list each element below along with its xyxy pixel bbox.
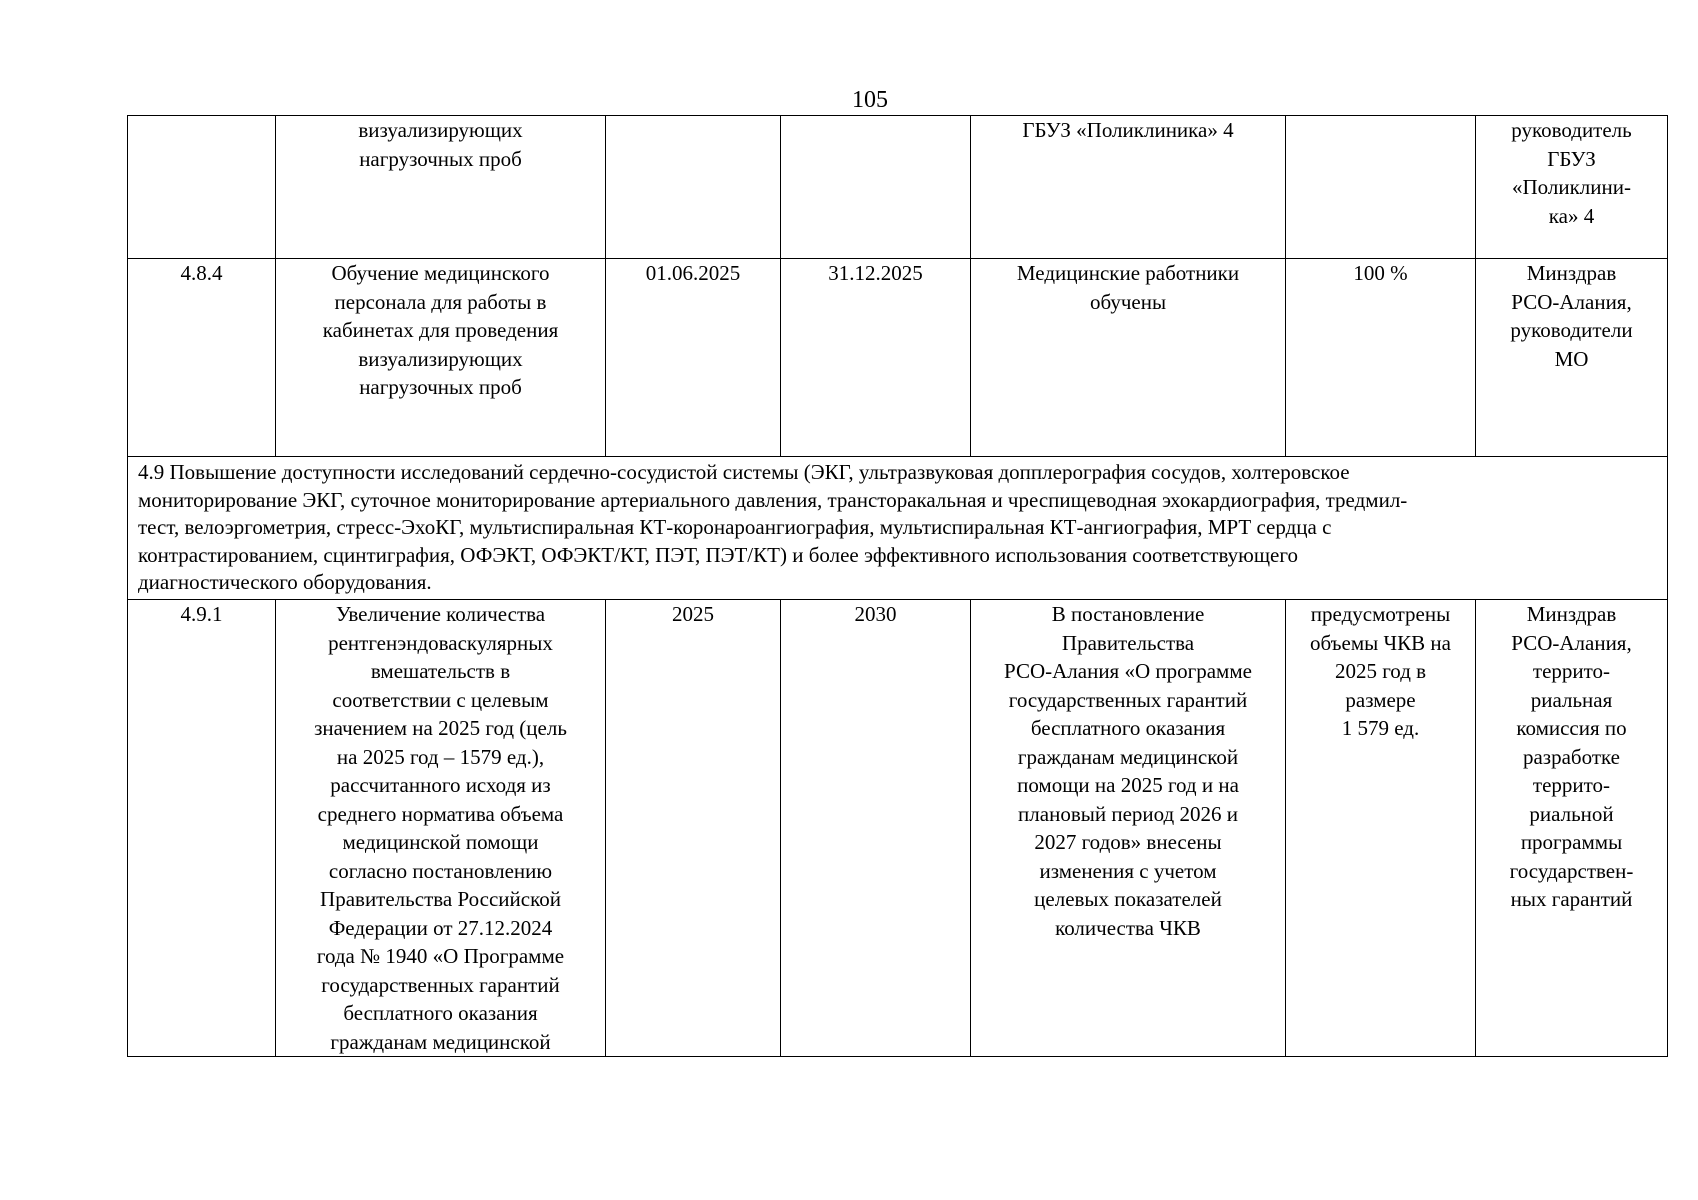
plan-table	[127, 115, 1668, 1057]
cell-indicator: предусмотрены объемы ЧКВ на 2025 год в размере 1 579 ед.	[1286, 600, 1476, 1057]
cell-number: 4.9.1	[128, 600, 276, 1057]
cell-activity: Увеличение количества рентгенэндоваскулярных вмешательств в соответствии с целевым значением на 2025 год (цель на 2025 год – 1579 ед.), рассчитанного исходя из среднего норматива объема медицинской помощи согласно постановлению Правительства Российской Федерации от 27.12.2024 года № 1940 «О Программе государственных гарантий бесплатного оказания гражданам медицинской	[276, 600, 606, 1057]
cell-start-date: 01.06.2025	[606, 259, 781, 457]
cell-result: В постановление Правительства РСО-Алания «О программе государственных гарантий бесплатного оказания гражданам медицинской помощи на 2025 год и на плановый период 2026 и 2027 годов» внесены изменения с учетом целевых показателей количества ЧКВ	[971, 600, 1286, 1057]
cell-responsible: руководитель ГБУЗ «Поликлини- ка» 4	[1476, 116, 1668, 259]
table-row	[128, 600, 1668, 1057]
cell-end-date: 31.12.2025	[781, 259, 971, 457]
cell-activity: визуализирующих нагрузочных проб	[276, 116, 606, 259]
cell-start-date	[606, 116, 781, 259]
cell-number	[128, 116, 276, 259]
cell-responsible: Минздрав РСО-Алания, террито- риальная комиссия по разработке террито- риальной программы государствен- ных гарантий	[1476, 600, 1668, 1057]
cell-result: ГБУЗ «Поликлиника» 4	[971, 116, 1286, 259]
section-heading: 4.9 Повышение доступности исследований сердечно-сосудистой системы (ЭКГ, ультразвуковая допплерография сосудов, холтеровское мониторирование ЭКГ, суточное мониторирование артериального давления, трансторакальная и чреспищеводная эхокардиография, тредмил- тест, велоэргометрия, стресс-ЭхоКГ, мультиспиральная КТ-коронароангиография, мультиспиральная КТ-ангиография, МРТ сердца с контрастированием, сцинтиграфия, ОФЭКТ, ОФЭКТ/КТ, ПЭТ, ПЭТ/КТ) и более эффективного использования соответствующего диагностического оборудования.	[128, 457, 1668, 600]
page-number: 105	[852, 87, 888, 113]
table-row	[128, 259, 1668, 457]
cell-indicator: 100 %	[1286, 259, 1476, 457]
cell-activity: Обучение медицинского персонала для работы в кабинетах для проведения визуализирующих нагрузочных проб	[276, 259, 606, 457]
cell-end-date: 2030	[781, 600, 971, 1057]
cell-end-date	[781, 116, 971, 259]
cell-start-date: 2025	[606, 600, 781, 1057]
section-row	[128, 457, 1668, 600]
cell-indicator	[1286, 116, 1476, 259]
table-row	[128, 116, 1668, 259]
cell-result: Медицинские работники обучены	[971, 259, 1286, 457]
cell-number: 4.8.4	[128, 259, 276, 457]
cell-responsible: Минздрав РСО-Алания, руководители МО	[1476, 259, 1668, 457]
